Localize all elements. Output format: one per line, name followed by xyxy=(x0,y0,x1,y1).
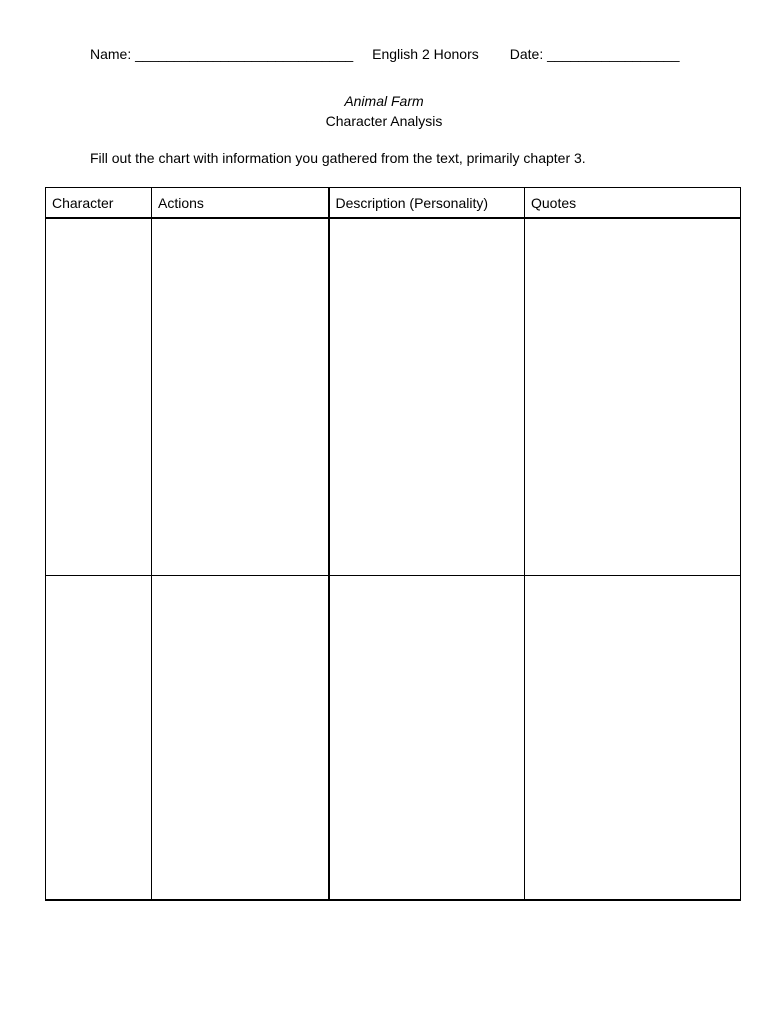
table-row xyxy=(46,576,741,901)
character-analysis-table xyxy=(45,187,741,901)
quotes-cell[interactable] xyxy=(525,576,741,901)
instructions-text: Fill out the chart with information you gathered from the text, primarily chapter 3. xyxy=(90,150,586,166)
actions-cell[interactable] xyxy=(152,576,329,901)
description-cell[interactable] xyxy=(329,576,525,901)
character-cell[interactable] xyxy=(46,218,152,576)
character-cell[interactable] xyxy=(46,576,152,901)
description-cell[interactable] xyxy=(329,218,525,576)
column-header-description: Description (Personality) xyxy=(329,188,525,219)
worksheet-subtitle: Character Analysis xyxy=(325,113,443,129)
table-header-row xyxy=(46,188,741,219)
table-row xyxy=(46,218,741,576)
quotes-cell[interactable] xyxy=(525,218,741,576)
column-header-quotes: Quotes xyxy=(525,188,741,219)
book-title: Animal Farm xyxy=(344,93,424,109)
name-field-label[interactable]: Name: ____________________________ xyxy=(90,46,354,62)
column-header-actions: Actions xyxy=(152,188,329,219)
course-name: English 2 Honors xyxy=(372,46,479,62)
worksheet-header xyxy=(90,46,679,62)
date-field-label[interactable]: Date: _________________ xyxy=(509,46,680,62)
column-header-character: Character xyxy=(46,188,152,219)
actions-cell[interactable] xyxy=(152,218,329,576)
